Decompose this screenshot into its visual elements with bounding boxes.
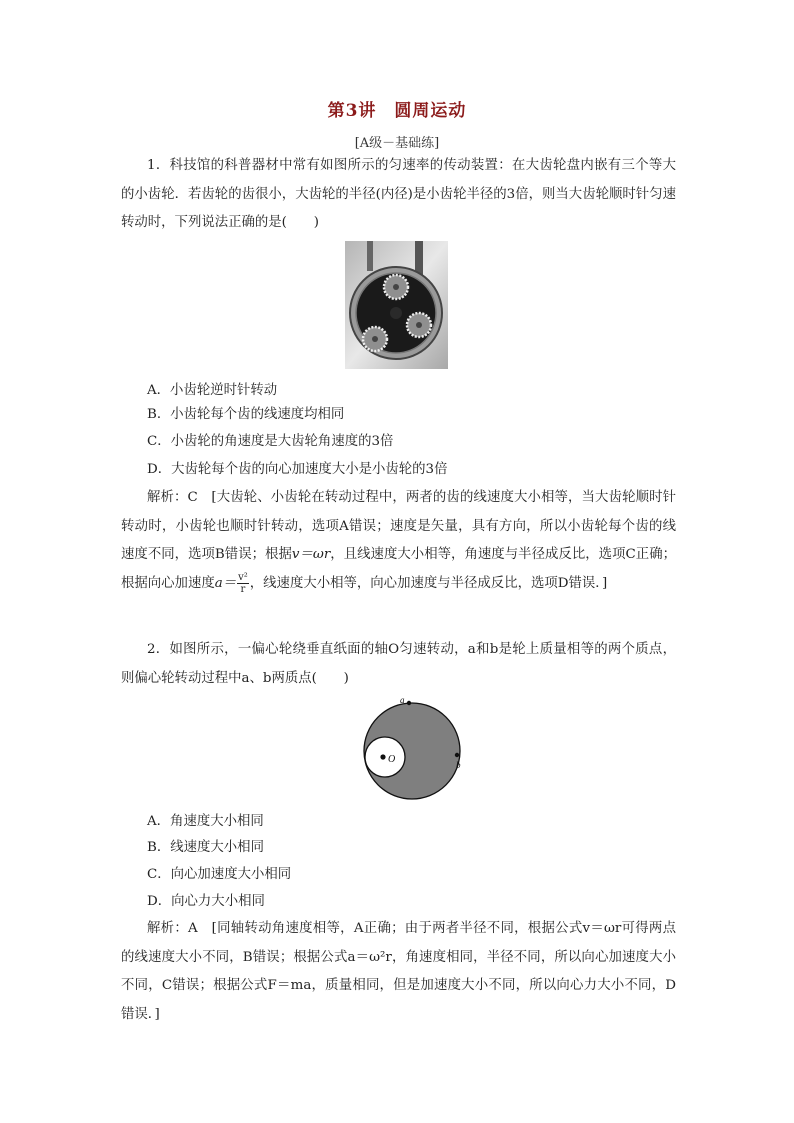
lesson-title: 第3讲 圆周运动 xyxy=(327,101,467,121)
analysis-1-part-a: 解析：C [大齿轮、小齿轮在转动过程中，两者的齿的线速度大小相等，当大齿轮顺时针转动时，小齿轮也顺时针转动，选项A错误；速度是矢量，具有方向，所以小齿轮每个齿的线速度不同，选项B错误；根据 xyxy=(121,490,676,562)
analysis-1-part-b: ，且线速度大小相等，角速度与半径成反比，选项C正确；根据向心加速度 xyxy=(121,547,677,591)
question-1-option-a: A．小齿轮逆时针转动 xyxy=(147,383,278,398)
question-2-analysis: 解析：A [同轴转动角速度相等，A正确；由于两者半径不同，根据公式v＝ωr可得两点的线速度大小不同，B错误；根据公式a＝ω²r，角速度相同，半径不同，所以向心加速度大小不同，C错误；根据公式F＝ma，质量相同，但是加速度大小不同，所以向心力大小不同，D错误．] xyxy=(121,921,676,1022)
question-1-option-d: D．大齿轮每个齿的向心加速度大小是小齿轮的3倍 xyxy=(147,462,448,477)
level-subtitle: [A级－基础练] xyxy=(354,136,440,151)
formula-a-lhs: a＝ xyxy=(214,575,237,591)
question-2-option-c: C．向心加速度大小相同 xyxy=(147,867,292,882)
axis-o-label: O xyxy=(388,754,396,765)
question-1-option-b: B．小齿轮每个齿的线速度均相同 xyxy=(147,407,345,422)
formula-v: v＝ωr xyxy=(291,547,331,562)
fraction-denominator: r xyxy=(240,583,246,595)
question-2-option-a: A．角速度大小相同 xyxy=(147,814,264,829)
gear-device-figure xyxy=(345,241,448,369)
fraction-v2-over-r xyxy=(237,572,249,595)
question-1-stem: 1．科技馆的科普器材中常有如图所示的匀速率的传动装置：在大齿轮盘内嵌有三个等大的小齿轮．若齿轮的齿很小，大齿轮的半径(内径)是小齿轮半径的3倍，则当大齿轮顺时针匀速转动时，下列说法正确的是( ) xyxy=(121,158,676,230)
question-2-option-d: D．向心力大小相同 xyxy=(147,894,265,909)
point-b-label: b xyxy=(456,760,461,770)
point-a-label: a xyxy=(400,696,405,705)
analysis-1-part-c: ，线速度大小相等，向心加速度与半径成反比，选项D错误．] xyxy=(249,575,608,591)
fraction-numerator: v² xyxy=(238,571,248,583)
question-2-stem: 2．如图所示，一偏心轮绕垂直纸面的轴O匀速转动，a和b是轮上质量相等的两个质点，则偏心轮转动过程中a、b两质点( ) xyxy=(121,642,676,686)
question-1-analysis xyxy=(121,484,676,598)
eccentric-wheel-figure xyxy=(357,696,467,806)
question-1-option-c: C．小齿轮的角速度是大齿轮角速度的3倍 xyxy=(147,434,394,449)
question-2-option-b: B．线速度大小相同 xyxy=(147,840,264,855)
